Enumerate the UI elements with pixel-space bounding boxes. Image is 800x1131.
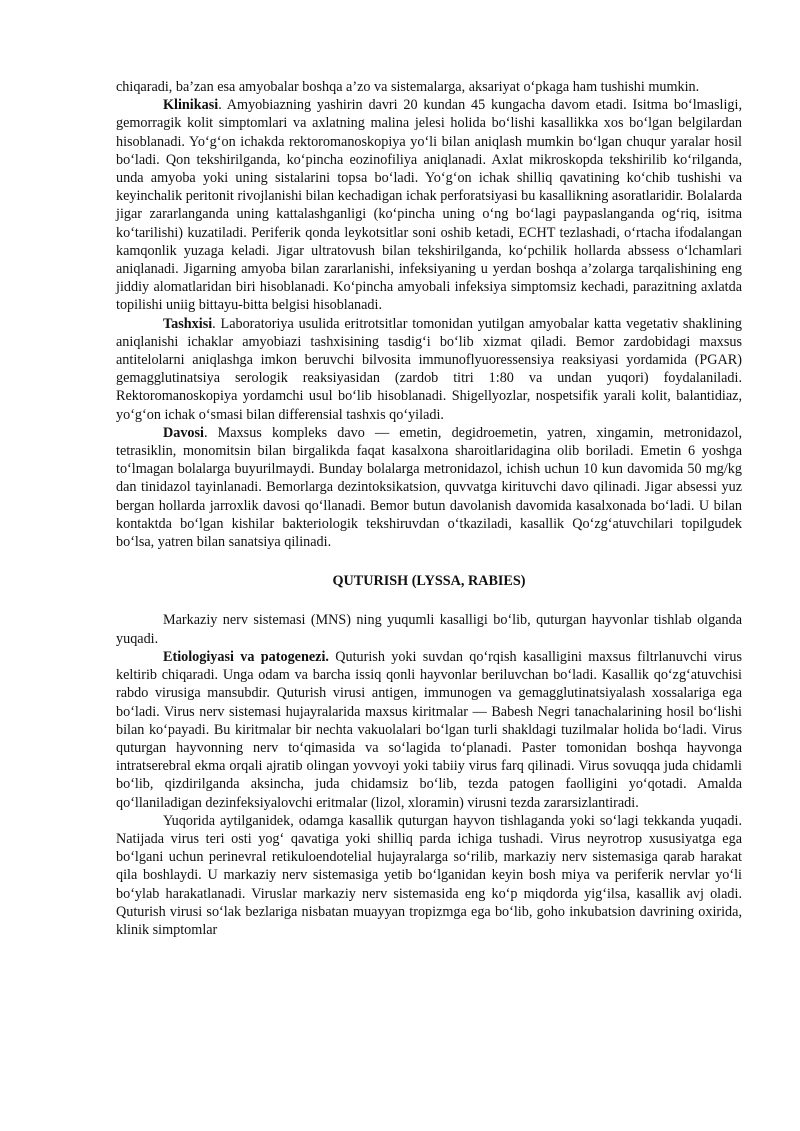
section-heading: QUTURISH (LYSSA, RABIES) <box>332 573 526 590</box>
paragraph-lead: Tashxisi <box>163 315 213 332</box>
paragraph-lead: Etiologiyasi va patogenezi. <box>163 648 329 665</box>
paragraph-text: Yuqorida aytilganidek, odamga kasallik quturgan hayvon tishlaganda yoki so‘lagi tekkanda yuqadi. Natijada virus teri osti yog‘ qavatiga yoki shilliq parda ichiga tushadi. Virus neyrotrop xususiyatga ega bo‘lgani uchun perinevral retikuloendotelial hujayralarga so‘rilib, markaziy nerv sistemasiga qarab harakat qila boshlaydi. U markaziy nerv sistemasiga yetib bo‘lganidan keyin bosh miya va periferik nervlar yo‘li bo‘ylab harakatlanadi. Viruslar markaziy nerv sistemasida eng ko‘p miqdorda yig‘ilsa, kasallik avj oladi. Quturish virusi so‘lak bezlariga nisbatan muayyan tropizmga ega bo‘lib, goho inkubatsion davrining oxirida, klinik simptomlar <box>116 812 742 938</box>
paragraph-text: Quturish yoki suvdan qo‘rqish kasalligini maxsus filtrlanuvchi virus keltirib chiqaradi. Unga odam va barcha issiq qonli hayvonlar beriluvchan bo‘ladi. Kasallik qo‘zg‘atuvchisi rabdo virusiga mansubdir. Quturish virusi antigen, immunogen va gemagglutinatsiyalash xossalariga ega bo‘ladi. Virus nerv sistemasi hujayralarida maxsus kiritmalar — Babesh Negri tanachalarining hosil bo‘lishi bilan ko‘payadi. Bu kiritmalar bir nechta vakuolalari bo‘lgan turli shakldagi tuzilmalar holida bo‘ladi. Virus quturgan hayvonning nerv to‘qimasida va so‘lagida to‘planadi. Paster tomonidan boshqa hayvonga intratserebral ekma orqali ajratib olingan yovvoyi yoki tabiiy virus farq qilinadi. Virus sovuqqa juda chidamli bo‘lib, qizdirilganda aksincha, juda chidamsiz bo‘lib, tezda patogen faolligini yo‘qotadi. Amalda qo‘llaniladigan dezinfeksiyalovchi eritmalar (lizol, xloramin) virusni tezda zararsizlantiradi. <box>116 648 742 811</box>
paragraph-diagnosis <box>116 315 742 424</box>
paragraph-definition <box>116 611 742 647</box>
paragraph-text: Markaziy nerv sistemasi (MNS) ning yuqumli kasalligi bo‘lib, quturgan hayvonlar tishlab olganda yuqadi. <box>116 612 742 647</box>
paragraph-lead: Davosi <box>163 424 204 441</box>
paragraph-clinical <box>116 96 742 314</box>
paragraph-lead: Klinikasi <box>163 97 219 114</box>
paragraph-text: . Laboratoriya usulida eritrotsitlar tomonidan yutilgan amyobalar katta vegetativ shaklining aniqlanishi ichaklar amyobiazi tashxisining tasdig‘i bo‘lib xizmat qiladi. Bemor zardobidagi maxsus antitelolarni aniqlashga imkon beruvchi bilvosita immunoflyuoressensiya reaksiyasi yordamida (PGAR) gemagglutinatsiya serologik reaksiyasidan (zardob titri 1:80 va undan yuqori) foydalaniladi. Rektoromanoskopiya yordamchi usul bo‘lib hisoblanadi. Shigellyozlar, nospetsifik yarali kolit, balantidiaz, yo‘g‘on ichak o‘smasi bilan differensial tashxis qo‘yiladi. <box>116 315 742 423</box>
paragraph-continuation <box>116 78 742 96</box>
paragraph-transmission <box>116 812 742 939</box>
paragraph-text: chiqaradi, ba’zan esa amyobalar boshqa a’zo va sistemalarga, aksariyat o‘pkaga ham tushishi mumkin. <box>116 79 700 95</box>
document-page <box>116 78 742 939</box>
paragraph-treatment <box>116 424 742 551</box>
paragraph-text: . Amyobiazning yashirin davri 20 kundan 45 kungacha davom etadi. Isitma bo‘lmasligi, gemorragik kolit simptomlari va axlatning malina jelesi holida bo‘lishi kasallikka xos bo‘lgan belgilardan hisoblanadi. Yo‘g‘on ichakda rektoromanoskopiya yo‘li bilan aniqlash mumkin bo‘lgan chuqur yaralar hosil bo‘ladi. Qon tekshirilganda, ko‘pincha eozinofiliya aniqlanadi. Axlat mikroskopda tekshirilib ko‘rilganda, unda amyoba yoki uning sistalarini topsa bo‘ladi. Yo‘g‘on ichak shilliq qavatining ko‘chib tushishi va keyinchalik peritonit rivojlanishi bilan kechadigan ichak perforatsiyasi bu kasallikning asoratlaridir. Bolalarda jigar zararlanganda uning kattalashganligi (ko‘pincha uning o‘ng bo‘lagi paypaslanganda og‘riq, isitma ko‘tarilishi) kuzatiladi. Periferik qonda leykotsitlar soni oshib ketadi, ECHT tezlashadi, o‘rtacha ifodalangan kamqonlik yuzaga keladi. Jigar ultratovush bilan tekshirilganda, ko‘pchilik hollarda abssess o‘lchamlari aniqlanadi. Jigarning amyoba bilan zararlanishi, infeksiyaning u yerdan boshqa a’zolarga tarqalishining eng jiddiy alomatlaridan biri hisoblanadi. Ko‘pincha amyobali infeksiya simptomsiz kechadi, parazitning axlatda topilishi uniig bittayu-bitta belgisi hisoblanadi. <box>116 97 742 314</box>
paragraph-text: . Maxsus kompleks davo — emetin, degidroemetin, yatren, xingamin, metronidazol, tetrasiklin, monomitsin bilan birgalikda faqat kasalxona sharoitlaridagina olib boriladi. Emetin 6 yoshga to‘lmagan bolalarga buyurilmaydi. Bunday bolalarga metronidazol, ichish uchun 10 kun davomida 50 mg/kg dan tinidazol tayinlanadi. Bemorlarga dezintoksikatsion, quvvatga kirituvchi davo qilinadi. Jigar absessi yuz bergan hollarda jarroxlik davosi qo‘llanadi. Bemor butun davolanish davomida kasalxonada bo‘ladi. U bilan kontaktda bo‘lgan kishilar bakteriologik tekshiruvdan o‘tkaziladi, kasallik Qo‘zg‘atuvchilari topilgudek bo‘lsa, yatren bilan sanatsiya qilinadi. <box>116 424 742 551</box>
paragraph-etiology <box>116 648 742 812</box>
